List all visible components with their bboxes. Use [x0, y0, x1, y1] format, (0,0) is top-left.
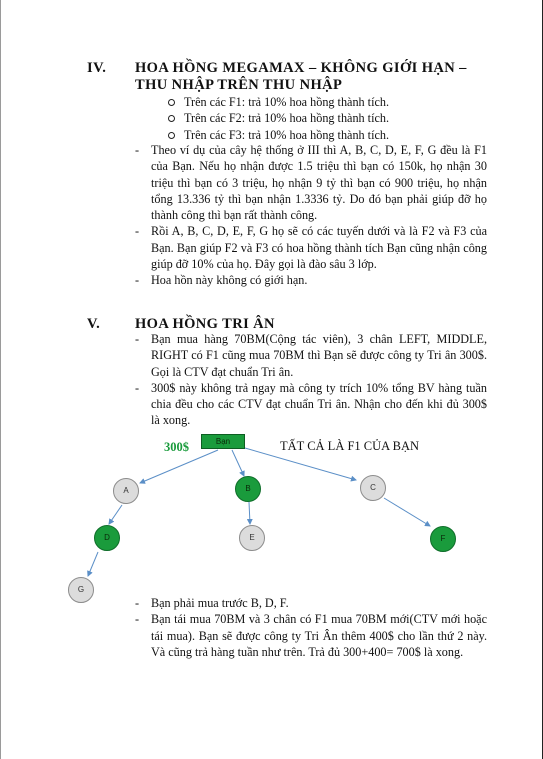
- sub-bullet-f2: Trên các F2: trả 10% hoa hồng thành tích.: [168, 110, 389, 126]
- section-5-bullet-payout: - 300$ này không trả ngay mà công ty trích 10% tổng BV hàng tuần chia đều cho các CTV đạt chuẩn Tri ân. Nhận cho đến khi đủ 300$ là xong.: [135, 380, 487, 429]
- edge-d-g: [88, 552, 98, 576]
- sub-bullet-f1: Trên các F1: trả 10% hoa hồng thành tích.: [168, 94, 389, 110]
- page-left-edge: [0, 0, 1, 759]
- section-5-bullet-purchase: - Bạn mua hàng 70BM(Cộng tác viên), 3 chân LEFT, MIDDLE, RIGHT có F1 cũng mua 70BM thì Bạn sẽ được công ty Tri ân 300$. Gọi là CTV đạt chuẩn Tri ân.: [135, 331, 487, 380]
- diagram-caption: TẤT CẢ LÀ F1 CỦA BẠN: [280, 439, 420, 453]
- node-g: G: [68, 577, 94, 603]
- section-5-title: HOA HỒNG TRI ÂN: [135, 316, 275, 332]
- node-a: A: [113, 478, 139, 504]
- node-e: E: [239, 525, 265, 551]
- node-d: D: [94, 525, 120, 551]
- section-4-title-line1: HOA HỒNG MEGAMAX – KHÔNG GIỚI HẠN –: [135, 60, 467, 76]
- section-5-after-bullets: [135, 595, 487, 660]
- node-b: B: [235, 476, 261, 502]
- node-c: C: [360, 475, 386, 501]
- section-4-bullet-unlimited: - Hoa hồn này không có giới hạn.: [135, 272, 487, 288]
- tri-an-amount: 300$: [164, 440, 189, 454]
- section-5-number: V.: [87, 316, 101, 332]
- section-4-sub-bullets: [168, 94, 389, 143]
- sub-bullet-f3: Trên các F3: trả 10% hoa hồng thành tích.: [168, 127, 389, 143]
- section-4-title-line2: THU NHẬP TRÊN THU NHẬP: [135, 77, 343, 93]
- f1-tree-diagram: [0, 428, 543, 608]
- after-bullet-rebuy: - Bạn tái mua 70BM và 3 chân có F1 mua 70BM mới(CTV mới hoặc tái mua). Bạn sẽ được công ty Tri Ân thêm 400$ cho lần thứ 2 này. Và cũng trả hàng tuần như trên. Trả đủ 300+400= 700$ là xong.: [135, 611, 487, 660]
- edge-c-f: [384, 498, 430, 526]
- section-5-bullets: [135, 331, 487, 429]
- section-4-bullet-depth: - Rồi A, B, C, D, E, F, G họ sẽ có các tuyến dưới và là F2 và F3 của Bạn. Bạn giúp F2 và F3 có hoa hồng thành tích Bạn cũng nhận công giúp đỡ 10% của họ. Đây gọi là đào sâu 3 lớp.: [135, 223, 487, 272]
- after-bullet-buy-first: - Bạn phải mua trước B, D, F.: [135, 595, 487, 611]
- edge-a-d: [109, 505, 122, 524]
- section-4-bullets: [135, 142, 487, 289]
- section-4-number: IV.: [87, 60, 107, 76]
- section-4-bullet-example: - Theo ví dụ của cây hệ thống ở III thì A, B, C, D, E, F, G đều là F1 của Bạn. Nếu họ nhận được 1.5 triệu thì bạn có 150k, họ nhận 30 triệu thì bạn có 3 triệu, họ nhận 9 tỷ thì bạn có 900 triệu, họ nhận tổng 13.336 tỷ thì bạn nhận 1.3336 tỷ. Do đó bạn phải giúp đỡ họ thành công thì bạn rất thành công.: [135, 142, 487, 223]
- edge-root-b: [232, 450, 244, 476]
- node-f: F: [430, 526, 456, 552]
- tree-root-you: Bạn: [201, 434, 245, 449]
- edge-b-e: [249, 502, 250, 524]
